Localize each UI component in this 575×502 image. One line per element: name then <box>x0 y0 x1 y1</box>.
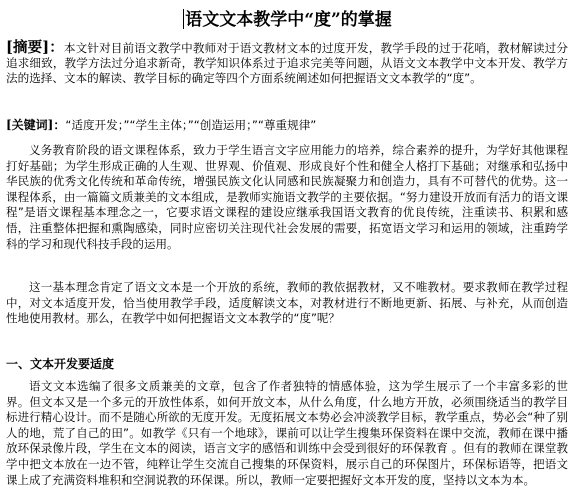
keywords-label: [关键词]： <box>6 118 66 132</box>
keywords <box>6 118 568 133</box>
section-heading-1: 一、文本开发要适度 <box>6 357 115 371</box>
body-paragraph-1: 义务教育阶段的语文课程体系，致力于学生语言文字应用能力的培养，综合素养的提升，为学好其他课程打好基础；为学生形成正确的人生观、世界观、价值观、形成良好个性和健全人格打下基础；对继承和弘扬中华民族的优秀文化传统和革命传统，增强民族文化认同感和民族凝聚力和创造力，具有不可替代的优势。这一课程体系，由一篇篇文质兼美的文本组成，是教师实施语文教学的主要依据。“努力建设开放而有活力的语文课程”是语文课程基本理念之一，它要求语文课程的建设应继承我国语文教育的优良传统，注重读书、积累和感悟，注重整体把握和熏陶感染，同时应密切关注现代社会发展的需要，拓宽语文学习和运用的领域，注重跨学科的学习和现代科技手段的运用。 <box>6 143 568 251</box>
body-paragraph-3: 语文文本选编了很多文质兼美的文章，包含了作者独特的情感体验，这为学生展示了一个丰富多彩的世界。但文本又是一个多元的开放性体系，如何开放文本，从什么角度，什么地方开放，必须围绕适当的教学目标进行精心设计。而不是随心所欲的无度开发。无度拓展文本势必会冲淡教学目标，教学重点，势必会“种了别人的地，荒了自己的田”。如教学《只有一个地球》，课前可以让学生搜集环保资料在课中交流，教师在课中播放环保录像片段，学生在文本的阅读，语言文字的感悟和训练中会受到很好的环保教育 。但有的教师在课堂教学中把文本放在一边不管，纯粹让学生交流自己搜集的环保资料，展示自己的环保图片，环保标语等，把语文课上成了充满资料堆积和空洞说教的环保课。所以，教师一定要把握好文本开发的度，坚持以文本为本。 <box>6 379 568 487</box>
body-paragraph-2: 这一基本理念肯定了语文文本是一个开放的系统，教师的教依据教材，又不唯教材。要求教师在教学过程中，对文本适度开发，恰当使用教学手段，适度解读文本，对教材进行不断地更新、拓展、与补充，从而创造性地使用教材。那么，在教学中如何把握语文文本教学的“度”呢？ <box>6 280 568 326</box>
abstract-text: 本文针对目前语文教学中教师对于语文教材文本的过度开发，教学手段的过于花哨，教材解读过分追求细致，教学方法过分追求新奇，教学知识体系过于追求完美等问题，从语文文本教学中文本开发、教学方法的选择、文本的解读、教学目标的确定等四个方面系统阐述如何把握语文文本教学的“度”。 <box>6 41 568 86</box>
keywords-text: “适度开发；”“学生主体；”“创造运用；”“尊重规律” <box>65 118 317 132</box>
abstract <box>6 40 568 87</box>
document-title-text: 语文文本教学中“度”的掌握 <box>185 10 392 30</box>
document-title <box>0 8 575 32</box>
abstract-label: [摘要]： <box>6 39 64 56</box>
